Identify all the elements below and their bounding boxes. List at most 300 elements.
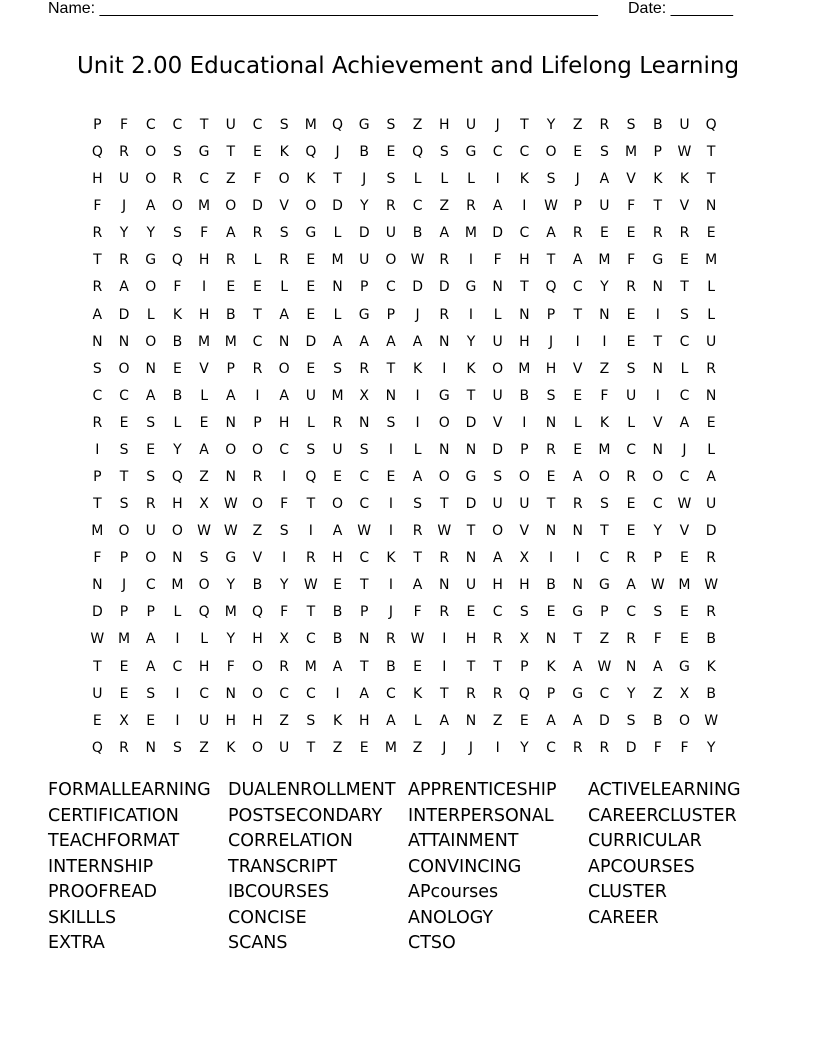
grid-letter: O [145,333,157,350]
grid-letter: L [707,279,716,296]
grid-letter: L [627,414,635,431]
grid-letter: N [92,577,103,594]
grid-letter: O [305,198,317,215]
grid-letter: I [468,252,474,269]
grid-letter: S [333,360,342,377]
grid-letter: O [678,712,690,729]
grid-letter: B [252,577,263,594]
grid-letter: E [92,712,102,729]
grid-letter: R [706,360,717,377]
grid-letter: R [626,631,636,648]
grid-letter: G [572,685,584,702]
grid-letter: T [680,279,689,296]
name-field-label: Name: ________________________________________________________ [48,0,598,17]
word-list-item: FORMALLEARNING [48,780,211,800]
grid-letter: E [680,252,689,269]
grid-letter: Y [546,117,556,133]
word-list-item: APcourses [408,882,499,902]
grid-letter: L [493,306,502,323]
date-field-label: Date: _______ [628,0,733,17]
grid-letter: T [440,685,449,702]
grid-letter: C [492,604,503,621]
grid-letter: C [492,144,503,161]
grid-letter: Q [171,252,183,269]
grid-letter: E [226,279,236,296]
grid-letter: R [492,631,503,648]
grid-letter: U [92,685,103,702]
grid-letter: J [682,441,687,458]
grid-letter: I [282,469,287,486]
grid-letter: A [439,225,450,242]
grid-letter: Y [279,577,289,594]
grid-letter: I [255,387,260,404]
grid-letter: I [175,685,180,702]
grid-letter: D [358,225,370,242]
grid-letter: M [598,252,611,269]
grid-letter: U [465,117,477,133]
word-list-item: CLUSTER [588,882,667,902]
grid-letter: F [600,387,609,404]
grid-letter: I [442,631,447,648]
grid-letter: G [598,577,610,594]
grid-letter: R [145,496,156,513]
grid-letter: D [492,441,504,458]
grid-letter: R [119,739,129,756]
word-list-item: INTERPERSONAL [408,805,554,826]
word-search-grid [84,113,725,763]
grid-letter: T [306,739,316,756]
grid-letter: S [146,685,156,702]
grid-letter: Z [332,739,343,756]
grid-letter: B [172,387,183,404]
grid-letter: R [466,198,476,215]
grid-letter: T [386,360,396,377]
header [48,0,748,20]
grid-letter: K [599,414,609,431]
grid-letter: D [305,333,317,350]
grid-letter: M [304,117,317,133]
grid-letter: T [306,604,316,621]
grid-letter: Q [251,604,263,621]
grid-letter: R [439,550,450,567]
grid-letter: G [145,252,157,269]
grid-letter: H [519,333,530,350]
grid-letter: K [519,171,529,188]
grid-letter: H [439,117,450,133]
grid-letter: C [626,604,636,621]
grid-letter: K [279,144,289,161]
grid-letter: S [306,712,316,729]
grid-letter: E [573,387,583,404]
grid-letter: Z [225,171,236,188]
grid-letter: U [305,387,316,404]
grid-letter: O [332,496,344,513]
grid-letter: A [145,198,156,215]
grid-letter: C [359,550,370,567]
grid-letter: R [439,306,450,323]
grid-letter: U [706,333,717,350]
grid-letter: Z [572,117,583,133]
grid-letter: C [119,387,129,404]
grid-letter: C [679,387,690,404]
grid-letter: M [518,360,531,377]
grid-letter: N [358,414,370,431]
grid-letter: A [492,198,503,215]
grid-letter: C [386,685,396,702]
word-list-item: IBCOURSES [228,882,330,902]
grid-letter: A [572,252,583,269]
grid-letter: S [172,739,182,756]
grid-letter: Z [412,117,423,133]
grid-letter: A [706,469,716,486]
grid-letter: F [627,252,636,269]
grid-letter: P [546,685,556,702]
grid-letter: G [465,279,477,296]
grid-letter: N [358,631,370,648]
grid-letter: N [145,360,156,377]
grid-letter: A [199,441,209,458]
grid-letter: I [388,523,393,540]
grid-letter: T [466,387,476,404]
grid-letter: P [146,604,155,621]
grid-letter: T [199,117,209,133]
grid-letter: O [545,144,557,161]
grid-letter: B [359,144,370,161]
grid-letter: K [332,712,343,729]
grid-letter: I [442,360,447,377]
grid-letter: F [280,604,289,621]
grid-letter: S [599,144,609,161]
grid-letter: F [493,252,502,269]
grid-letter: G [358,117,370,133]
grid-letter: Z [279,712,289,729]
grid-letter: B [225,306,236,323]
grid-letter: R [412,523,423,540]
grid-letter: C [652,496,663,513]
grid-letter: T [359,658,369,675]
grid-letter: K [413,685,423,702]
grid-letter: S [172,225,182,242]
grid-letter: R [546,441,556,458]
grid-letter: I [388,441,393,458]
grid-letter: G [358,306,370,323]
grid-letter: T [466,658,476,675]
grid-letter: U [599,198,610,215]
grid-letter: H [252,631,263,648]
grid-letter: Q [412,144,424,161]
grid-letter: Y [706,739,716,756]
grid-letter: R [252,225,263,242]
grid-letter: Z [199,469,209,486]
grid-letter: K [306,171,316,188]
grid-letter: A [386,333,396,350]
grid-letter: T [600,523,609,540]
grid-letter: L [440,171,449,188]
grid-letter: C [572,279,583,296]
grid-letter: D [91,604,103,621]
grid-letter: R [119,144,129,161]
grid-letter: T [706,144,716,161]
grid-letter: O [225,198,237,215]
grid-letter: B [706,631,716,648]
grid-letter: V [492,414,503,431]
grid-letter: T [706,171,716,188]
grid-letter: L [253,252,262,269]
grid-letter: O [225,441,237,458]
grid-letter: Y [520,739,529,756]
grid-letter: K [679,171,690,188]
grid-letter: E [359,739,369,756]
grid-letter: D [705,523,717,540]
grid-letter: P [119,550,129,567]
grid-letter: I [655,306,660,323]
grid-letter: I [522,198,527,215]
grid-letter: S [279,523,289,540]
grid-letter: T [466,523,476,540]
grid-letter: N [465,712,477,729]
grid-letter: A [599,171,610,188]
word-list-item: TEACHFORMAT [48,831,180,851]
grid-letter: K [706,658,716,675]
grid-letter: Z [492,712,503,729]
grid-letter: R [599,117,610,133]
grid-letter: P [359,604,369,621]
grid-letter: N [652,360,664,377]
grid-letter: S [386,117,396,133]
grid-letter: R [492,685,503,702]
word-list [48,778,768,957]
grid-letter: T [93,496,102,513]
grid-letter: K [413,360,423,377]
grid-letter: I [548,550,554,567]
grid-letter: C [199,171,209,188]
grid-letter: C [305,631,316,648]
grid-letter: R [92,279,103,296]
grid-letter: C [252,333,263,350]
grid-letter: O [251,685,263,702]
grid-letter: T [493,658,502,675]
grid-letter: G [679,658,690,675]
grid-letter: U [519,496,530,513]
grid-letter: R [439,604,450,621]
grid-letter: U [465,577,477,594]
grid-letter: E [626,306,636,323]
grid-letter: B [546,577,556,594]
grid-letter: C [412,198,423,215]
grid-letter: G [225,550,237,567]
grid-letter: E [546,604,556,621]
grid-letter: U [679,117,690,133]
grid-letter: Z [599,360,610,377]
grid-letter: L [173,414,182,431]
grid-letter: V [252,550,263,567]
grid-letter: A [359,685,369,702]
grid-letter: Q [171,469,183,486]
grid-letter: I [442,658,447,675]
grid-letter: G [198,144,210,161]
grid-letter: C [145,117,156,133]
grid-letter: I [575,333,580,350]
grid-letter: U [706,496,717,513]
grid-letter: O [145,171,157,188]
grid-letter: U [225,117,236,133]
grid-letter: C [599,550,610,567]
grid-letter: H [492,577,503,594]
grid-letter: C [386,279,396,296]
grid-letter: H [252,712,263,729]
grid-letter: O [652,469,664,486]
grid-letter: N [492,279,503,296]
grid-letter: K [226,739,236,756]
grid-letter: W [597,658,612,675]
word-list-item [588,931,768,957]
grid-letter: E [386,144,396,161]
grid-letter: C [519,225,530,242]
grid-letter: M [598,441,611,458]
grid-letter: H [519,252,530,269]
grid-letter: I [202,279,207,296]
grid-letter: T [520,117,529,133]
grid-letter: P [600,604,609,621]
grid-letter: J [415,306,420,323]
grid-letter: S [626,712,636,729]
grid-letter: L [333,306,342,323]
grid-letter: N [465,441,477,458]
grid-letter: I [575,550,580,567]
grid-letter: W [437,523,452,540]
grid-letter: M [464,225,478,242]
grid-letter: A [492,550,503,567]
grid-letter: Q [91,739,103,756]
grid-letter: N [572,577,583,594]
grid-letter: R [252,469,263,486]
grid-letter: W [410,252,425,269]
grid-letter: L [707,441,716,458]
grid-letter: U [118,171,130,188]
grid-letter: S [359,441,369,458]
grid-letter: Q [91,144,103,161]
grid-letter: I [175,712,180,729]
grid-letter: E [680,631,689,648]
word-list-item: CERTIFICATION [48,805,179,826]
grid-letter: O [198,577,210,594]
grid-letter: L [413,171,422,188]
grid-letter: M [198,333,211,350]
grid-letter: N [385,387,397,404]
grid-letter: C [679,333,690,350]
grid-letter: E [333,577,342,594]
grid-letter: A [279,306,289,323]
grid-letter: A [572,469,583,486]
grid-letter: N [225,469,237,486]
grid-letter: X [279,631,289,648]
grid-letter: K [172,306,182,323]
grid-letter: T [93,658,102,675]
word-list-item: SKILLLS [48,907,117,928]
grid-letter: E [519,712,529,729]
grid-letter: P [253,414,262,431]
grid-letter: O [251,496,263,513]
grid-letter: X [519,631,530,648]
grid-letter: P [520,658,529,675]
grid-letter: L [680,360,689,377]
grid-letter: H [225,712,237,729]
grid-letter: C [359,496,370,513]
grid-letter: J [548,333,554,350]
grid-letter: A [279,387,289,404]
grid-letter: X [359,387,370,404]
word-list-item: CAREER [588,907,659,928]
grid-letter: M [117,631,131,648]
grid-letter: Y [226,631,236,648]
grid-letter: Q [305,469,317,486]
grid-letter: D [599,712,610,729]
grid-letter: T [306,496,316,513]
grid-letter: S [146,414,156,431]
grid-letter: F [413,604,422,621]
grid-letter: Q [545,279,557,296]
grid-letter: I [468,306,474,323]
grid-letter: X [519,550,530,567]
grid-letter: F [173,279,182,296]
grid-letter: L [280,279,289,296]
grid-letter: L [707,306,716,323]
grid-letter: P [546,306,556,323]
grid-letter: I [308,523,313,540]
grid-letter: O [251,658,263,675]
grid-letter: M [384,739,397,756]
word-list-item: ACTIVELEARNING [588,780,741,800]
grid-letter: N [545,414,557,431]
grid-letter: N [145,739,156,756]
grid-letter: C [199,685,209,702]
grid-letter: O [171,198,183,215]
grid-letter: C [519,144,530,161]
grid-letter: E [306,252,316,269]
grid-letter: H [332,550,343,567]
grid-letter: I [282,550,287,567]
grid-letter: O [251,441,263,458]
grid-letter: V [626,171,636,188]
grid-letter: A [412,577,423,594]
grid-letter: B [519,387,530,404]
grid-letter: H [465,631,477,648]
grid-letter: H [358,712,370,729]
grid-letter: J [468,739,474,756]
grid-letter: R [572,739,583,756]
grid-letter: N [705,387,717,404]
grid-letter: E [306,360,316,377]
grid-letter: I [495,739,500,756]
grid-letter: H [198,658,210,675]
grid-letter: U [492,387,503,404]
grid-letter: C [172,658,183,675]
word-list-item: DUALENROLLMENT [228,780,396,800]
grid-letter: S [653,604,663,621]
grid-letter: A [652,658,663,675]
grid-letter: I [388,496,393,513]
grid-letter: S [386,414,396,431]
grid-letter: H [545,360,557,377]
grid-letter: R [252,360,263,377]
grid-letter: Q [705,117,717,133]
grid-letter: T [546,496,556,513]
grid-letter: B [706,685,716,702]
grid-letter: E [573,144,583,161]
grid-letter: C [279,685,290,702]
grid-letter: R [359,360,370,377]
grid-letter: K [466,360,476,377]
